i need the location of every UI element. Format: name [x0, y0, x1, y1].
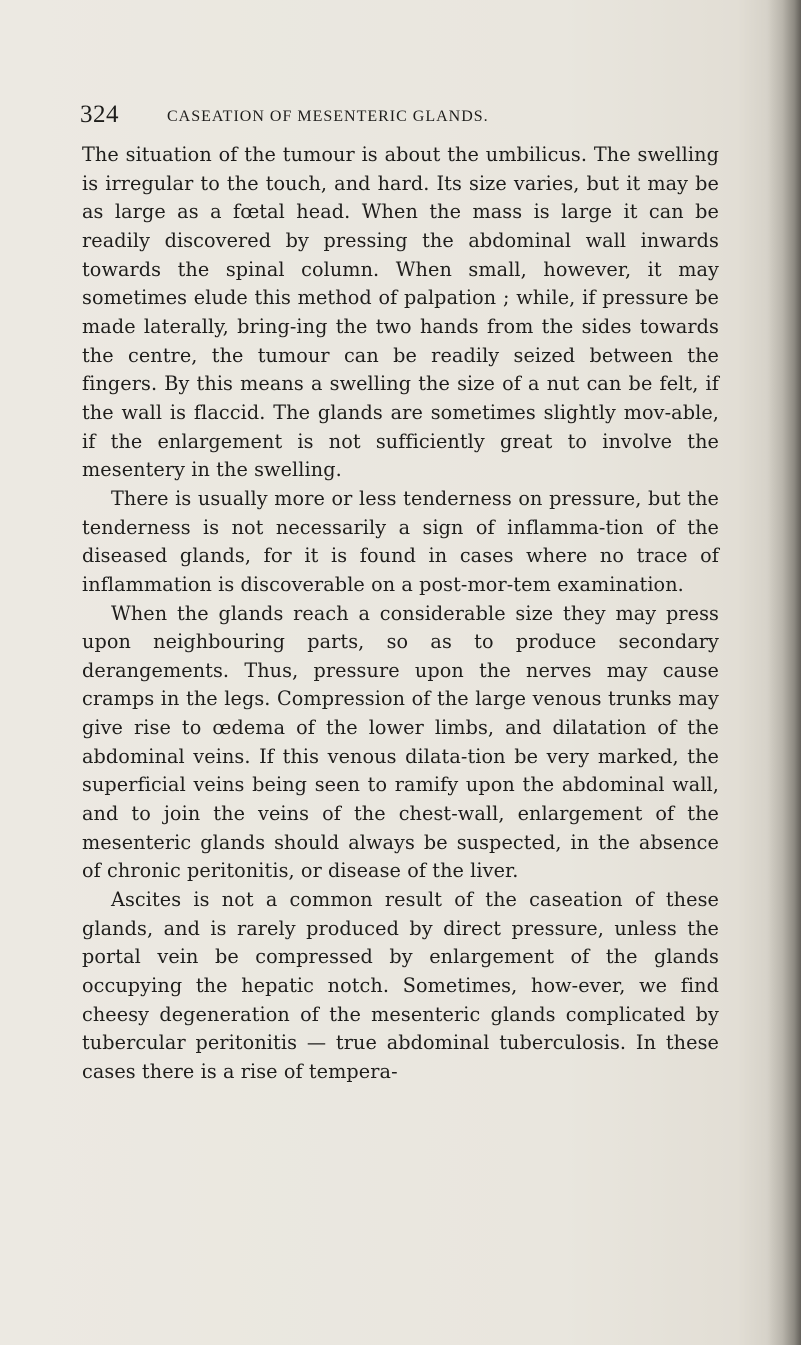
running-head: CASEATION OF MESENTERIC GLANDS.: [167, 108, 489, 125]
paragraph-4: Ascites is not a common result of the caseation of these glands, and is rarely produced by direct pressure, unless the portal vein be compressed by enlargement of the glands occupying the hepatic notch. Sometimes, how-ever, we find cheesy degeneration of the mesenteric glands complicated by tubercular peritonitis — true abdominal tuberculosis. In these cases there is a rise of tempera-: [82, 888, 719, 1083]
body-text: [82, 141, 719, 1087]
paragraph-1: The situation of the tumour is about the umbilicus. The swelling is irregular to the touch, and hard. Its size varies, but it may be as large as a fœtal head. When the mass is large it can be readily discovered by pressing the abdominal wall inwards towards the spinal column. When small, however, it may sometimes elude this method of palpation ; while, if pressure be made laterally, bring-ing the two hands from the sides towards the centre, the tumour can be readily seized between the fingers. By this means a swelling the size of a nut can be felt, if the wall is flaccid. The glands are sometimes slightly mov-able, if the enlargement is not sufficiently great to involve the mesentery in the swelling.: [82, 143, 719, 482]
paragraph-2: There is usually more or less tenderness on pressure, but the tenderness is not necessarily a sign of inflamma-tion of the diseased glands, for it is found in cases where no trace of inflammation is discoverable on a post-mor-tem examination.: [82, 486, 719, 596]
page-number: 324: [80, 101, 119, 128]
paragraph-3: When the glands reach a considerable size they may press upon neighbouring parts, so as to produce secondary derangements. Thus, pressure upon the nerves may cause cramps in the legs. Compression of the large venous trunks may give rise to œdema of the lower limbs, and dilatation of the abdominal veins. If this venous dilata-tion be very marked, the superficial veins being seen to ramify upon the abdominal wall, and to join the veins of the chest-wall, enlargement of the mesenteric glands should always be suspected, in the absence of chronic peritonitis, or disease of the liver.: [82, 601, 719, 883]
page-header: [80, 100, 720, 140]
page-edge-shadow: [767, 0, 801, 1345]
